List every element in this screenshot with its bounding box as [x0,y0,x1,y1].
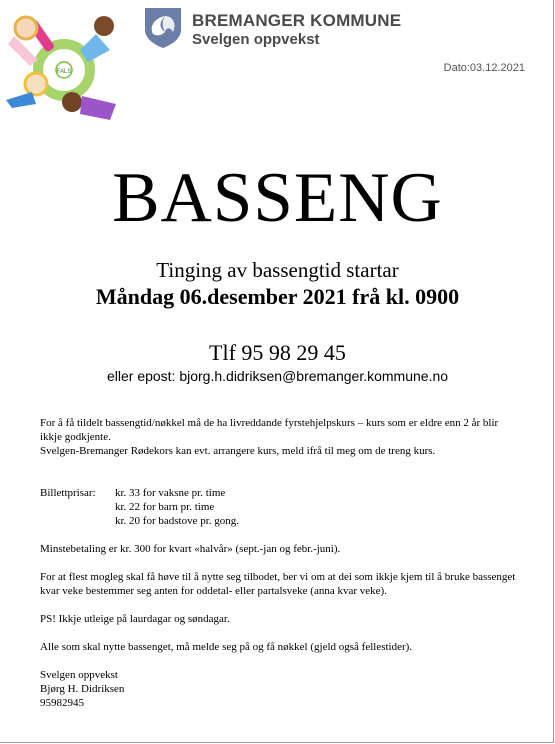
red-cross-paragraph: Svelgen-Bremanger Rødekors kan evt. arrangere kurs, meld ifrå til meg om de treng kurs. [40,445,436,457]
page-title: BASSENG [112,159,443,237]
signature-org: Svelgen oppvekst [40,669,118,681]
document-date: Dato:03.12.2021 [443,62,525,74]
email-contact: eller epost: bjorg.h.didriksen@bremanger.kommune.no [106,368,449,384]
phone-number: Tlf 95 98 29 45 [209,340,346,365]
signature-phone: 95982945 [40,697,84,709]
ps-paragraph: PS! Ikkje utleige på laurdagar og søndagar. [40,613,230,625]
usage-paragraph: For at flest mogleg skal få høve til å nytte seg tilbodet, ber vi om at dei som ikkje kjem til å bruke bassenget kvar veke bestemmer seg anten for oddetal- eller partalsveke (anna kvar veke). [40,571,516,597]
price-row: kr. 33 for vaksne pr. time [115,487,226,499]
svg-text:FALS: FALS [56,69,72,75]
price-list-label: Billettprisar: [40,487,96,499]
document-body [40,416,520,710]
signature-name: Bjørg H. Didriksen [40,683,125,695]
price-row: kr. 22 for barn pr. time [115,501,215,513]
children-circle-logo [0,0,128,128]
minimum-payment-paragraph: Minstebetaling er kr. 300 for kvart «halvår» (sept.-jan og febr.-juni). [40,543,341,555]
org-unit: Svelgen oppvekst [192,31,320,48]
price-row: kr. 20 for badstove pr. gong. [115,515,240,527]
kommune-crest-logo [143,6,183,50]
price-list [40,486,520,528]
subtitle-booking-start: Tinging av bassengtid startar [156,258,399,282]
org-name: BREMANGER KOMMUNE [192,11,402,30]
registration-paragraph: Alle som skal nytte bassenget, må melde seg på og få nøkkel (gjeld også fellestider). [40,641,413,653]
intro-paragraph: For å få tildelt bassengtid/nøkkel må de ha livreddande fyrstehjelpskurs – kurs som er eldre enn 2 år blir ikkje godkjente. [40,417,499,443]
subtitle-date-time: Måndag 06.desember 2021 frå kl. 0900 [95,284,460,309]
